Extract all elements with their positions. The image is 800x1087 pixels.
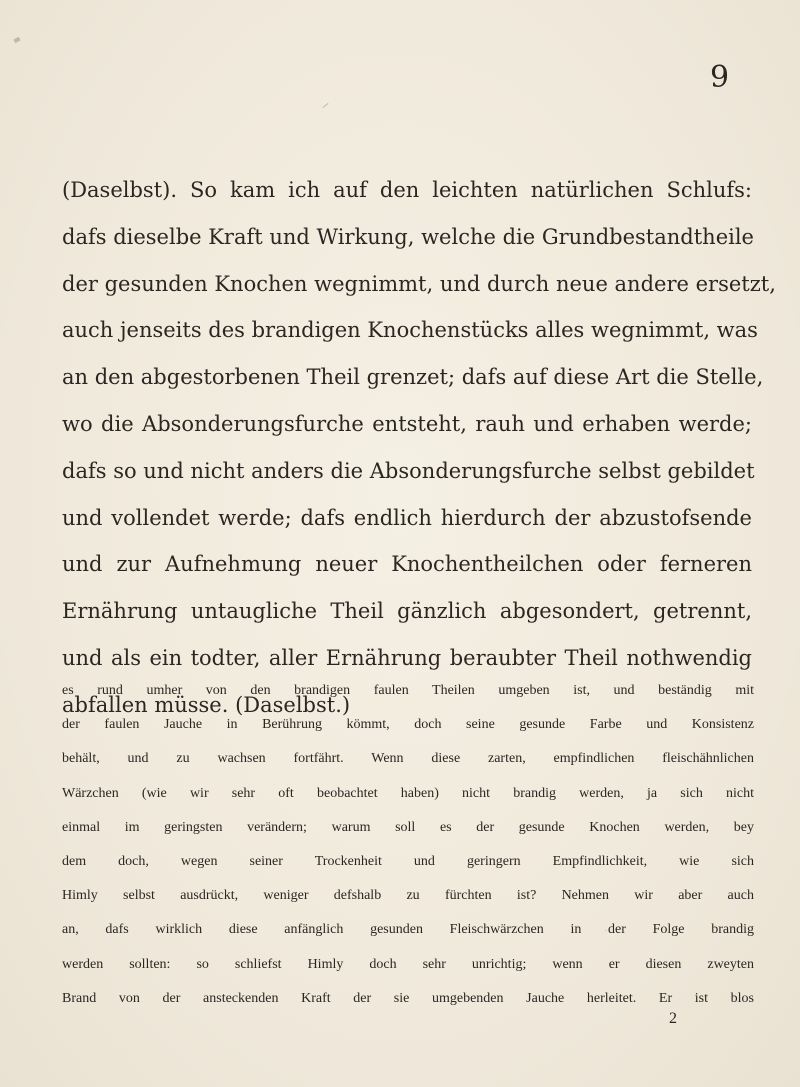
main-text-line: dafs so und nicht anders die Absonderungsfurche selbst gebildet — [62, 458, 755, 483]
signature-mark: 2 — [669, 1010, 677, 1027]
footnote-line: dem doch, wegen seiner Trockenheit und geringern Empfindlichkeit, wie sich — [62, 853, 754, 869]
main-text-line: (Daselbst). So kam ich auf den leichten natürlichen Schlufs: — [62, 178, 752, 202]
footnote-line: einmal im geringsten verändern; warum soll es der gesunde Knochen werden, bey — [62, 819, 754, 835]
footnote-line: Wärzchen (wie wir sehr oft beobachtet haben) nicht brandig werden, ja sich nicht — [62, 785, 754, 801]
main-text-line: auch jenseits des brandigen Knochenstücks alles wegnimmt, was — [62, 318, 758, 343]
footnote-line: es rund umher von den brandigen faulen Theilen umgeben ist, und beständig mit — [62, 683, 754, 698]
footnote-line: Himly selbst ausdrückt, weniger defshalb zu fürchten ist? Nehmen wir aber auch — [62, 888, 754, 904]
main-text-line: und vollendet werde; dafs endlich hierdurch der abzustofsende — [62, 505, 752, 530]
footnote-block — [62, 677, 754, 1019]
main-text-line: dafs dieselbe Kraft und Wirkung, welche die Grundbestandtheile — [62, 224, 754, 249]
paper-speck — [13, 37, 20, 43]
main-text-line: und zur Aufnehmung neuer Knochentheilchen oder ferneren — [62, 552, 752, 577]
main-text-line: und als ein todter, aller Ernährung beraubter Theil nothwendig — [62, 645, 752, 670]
paper-speck — [605, 930, 606, 931]
main-text-line-last: abfallen müsse. (Daselbst.) — [62, 692, 351, 717]
footnote-line: Brand von der ansteckenden Kraft der sie umgebenden Jauche herleitet. Er ist blos — [62, 990, 754, 1006]
footnote-line: der faulen Jauche in Berührung kömmt, doch seine gesunde Farbe und Konsistenz — [62, 717, 754, 733]
footnote-line: an, dafs wirklich diese anfänglich gesunden Fleischwärzchen in der Folge brandig — [62, 922, 754, 938]
paper-speck — [322, 103, 328, 108]
main-text-line: an den abgestorbenen Theil grenzet; dafs auf diese Art die Stelle, — [62, 365, 764, 390]
main-text-block — [62, 170, 776, 732]
main-text-line: der gesunden Knochen wegnimmt, und durch neue andere ersetzt, — [62, 271, 776, 296]
footnote-line: werden sollten: so schliefst Himly doch sehr unrichtig; wenn er diesen zweyten — [62, 956, 754, 972]
main-text-line: wo die Absonderungsfurche entsteht, rauh und erhaben werde; — [62, 411, 752, 436]
page-number: 9 — [710, 60, 730, 95]
main-text-line: Ernährung untaugliche Theil gänzlich abgesondert, getrennt, — [62, 599, 752, 624]
footnote-line: behält, und zu wachsen fortfährt. Wenn diese zarten, empfindlichen fleischähnlichen — [62, 751, 754, 767]
